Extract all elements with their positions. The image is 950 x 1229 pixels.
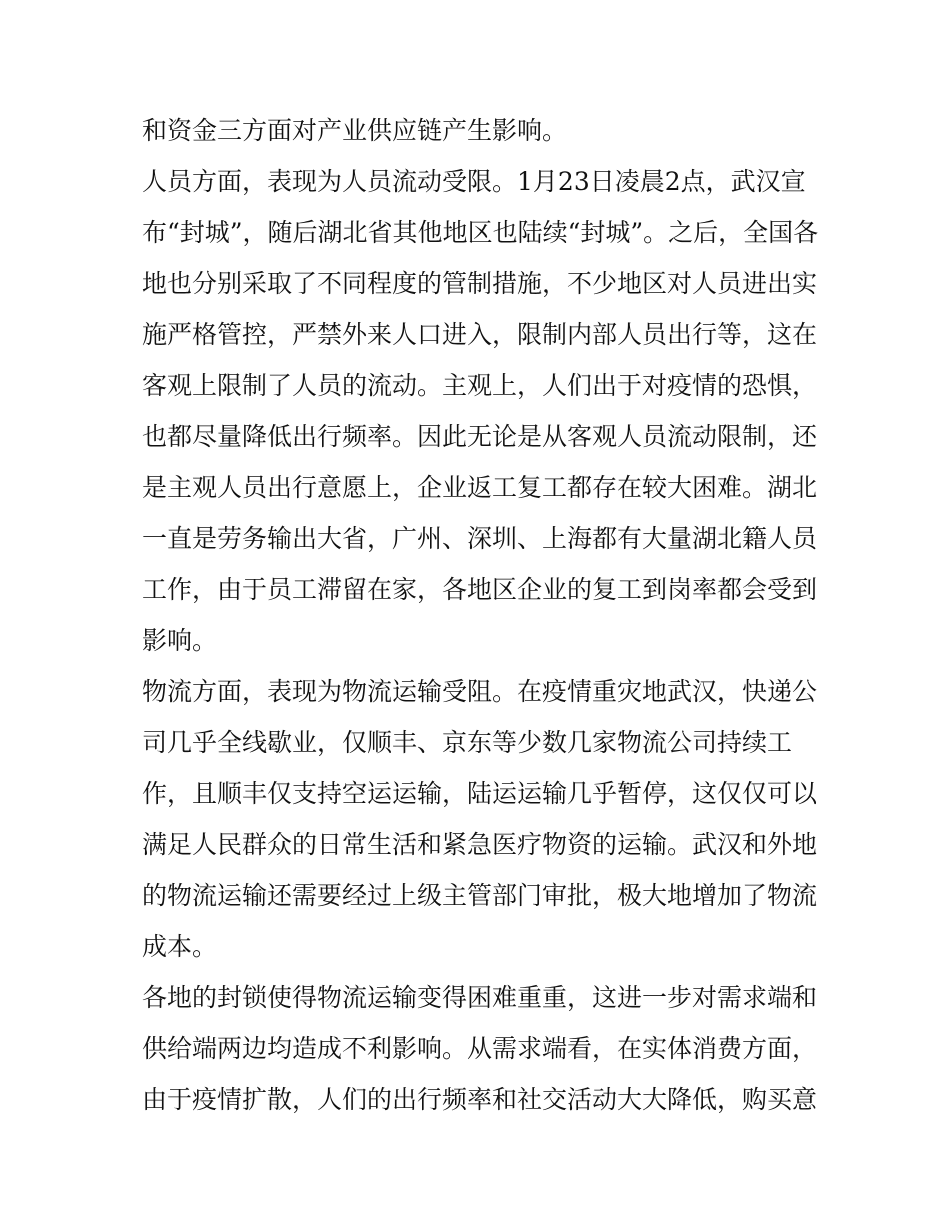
- text-line: 客观上限制了人员的流动。主观上，人们出于对疫情的恐惧，: [142, 371, 818, 400]
- text-line: 人员方面，表现为人员流动受限。1月23日凌晨2点，武汉宣: [142, 167, 806, 196]
- text-line: 司几乎全线歇业，仅顺丰、京东等少数几家物流公司持续工: [142, 728, 793, 757]
- text-line: 满足人民群众的日常生活和紧急医疗物资的运输。武汉和外地: [142, 830, 818, 859]
- text-line: 供给端两边均造成不利影响。从需求端看，在实体消费方面，: [142, 1034, 818, 1063]
- text-line: 布“封城”，随后湖北省其他地区也陆续“封城”。之后，全国各: [142, 218, 819, 247]
- text-line: 一直是劳务输出大省，广州、深圳、上海都有大量湖北籍人员: [142, 524, 818, 553]
- text-line: 和资金三方面对产业供应链产生影响。: [142, 116, 568, 145]
- text-line: 物流方面，表现为物流运输受阻。在疫情重灾地武汉，快递公: [142, 677, 818, 706]
- document-body: [142, 105, 822, 1125]
- text-line: 影响。: [142, 626, 218, 655]
- text-line: 的物流运输还需要经过上级主管部门审批，极大地增加了物流: [142, 881, 818, 910]
- text-line: 是主观人员出行意愿上，企业返工复工都存在较大困难。湖北: [142, 473, 818, 502]
- text-line: 成本。: [142, 932, 218, 961]
- text-line: 作，且顺丰仅支持空运运输，陆运运输几乎暂停，这仅仅可以: [142, 779, 818, 808]
- text-line: 施严格管控，严禁外来人口进入，限制内部人员出行等，这在: [142, 320, 818, 349]
- text-line: 也都尽量降低出行频率。因此无论是从客观人员流动限制，还: [142, 422, 818, 451]
- text-line: 地也分别采取了不同程度的管制措施，不少地区对人员进出实: [142, 269, 818, 298]
- text-line: 工作，由于员工滞留在家，各地区企业的复工到岗率都会受到: [142, 575, 818, 604]
- text-line: 各地的封锁使得物流运输变得困难重重，这进一步对需求端和: [142, 983, 818, 1012]
- text-line: 由于疫情扩散，人们的出行频率和社交活动大大降低，购买意: [142, 1085, 818, 1114]
